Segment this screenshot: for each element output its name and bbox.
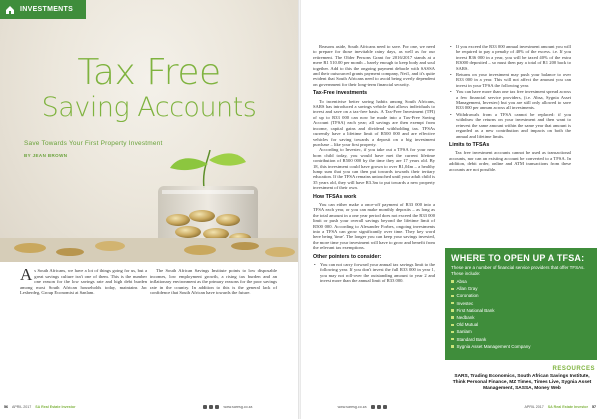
- social-icons: [203, 405, 219, 409]
- social-icons: [371, 405, 387, 409]
- right-footer-magazine: SA Real Estate Investor: [547, 405, 588, 409]
- tax-free-paragraph-1: To incentivise better saving habits among South Africans, SARS has introduced a savings vehicle that allows individuals to invest and save on a tax-free basis. A Tax-Free Investment (TFI) of up to R33 000 can now be made into a Tax-Free Saving Account (TFSA) each year; all savings are then exempt from income, capital gains and dividend withholding tax. TFSAs currently have a lifetime limit of R500 000 and are effective vehicles for saving towards a deposit on a big investment purchase – like your first property.: [313, 98, 435, 147]
- list-item: • Returns on your investment may push your balance to over R33 000 in a year. This will not affect the amount you can invest in your TFSA the following year.: [456, 72, 571, 88]
- left-page-number: 56: [4, 405, 8, 409]
- heading-tax-free: Tax-Free investments: [313, 90, 368, 97]
- right-column-2: [449, 44, 571, 172]
- section-label: INVESTMENTS: [20, 6, 74, 13]
- linkedin-icon: [383, 405, 387, 409]
- right-column-1: [313, 44, 435, 285]
- limits-paragraph: Tax free investment accounts cannot be used as transactional accounts, nor can an existing account be converted to a TFSA. In addition, debit order, online and ATM transactions from these accounts are not possible.: [449, 150, 571, 172]
- left-col1-text: s South Africans, we have a lot of things going for us, but a great savings culture isn't one of them. This is the number one reason for the low savings rate and high debt burden among most South African households today, maintains Jac Lesberdeg, Group Economist at Sanlam.: [20, 268, 147, 296]
- hero-photo: [0, 0, 298, 262]
- box-intro: These are a number of financial service providers that offer TFSAs. These include:: [451, 265, 585, 276]
- facebook-icon: [377, 405, 381, 409]
- list-item: • You can not carry forward your annual tax savings limit to the following year. If you don't invest the full R33 000 in year 1, you may not roll-over the outstanding amount to year 2 and invest more than the annual limit of R33 000.: [320, 262, 435, 284]
- article-title-line-2: Saving Accounts: [41, 92, 257, 123]
- left-page: [0, 0, 298, 419]
- byline: BY JEAN BROWN: [24, 153, 68, 158]
- linkedin-icon: [215, 405, 219, 409]
- list-item: Sygnia Asset Management Company: [451, 343, 591, 350]
- list-item: Sanlam: [451, 328, 591, 335]
- left-body-column-2: [150, 268, 277, 296]
- box-title: WHERE TO OPEN UP A TFSA:: [451, 253, 585, 263]
- resources-heading: RESOURCES: [552, 366, 595, 372]
- resources-block: [449, 366, 595, 392]
- list-item: Old Mutual: [451, 321, 591, 328]
- twitter-icon: [203, 405, 207, 409]
- left-footer: [4, 405, 252, 409]
- left-footer-url[interactable]: www.saresg.co.za: [223, 405, 253, 409]
- list-item: • You can have more than one tax free investment spread across a few financial service providers, (i.e. Absa, Sygnia Asset Management, Investec) but you are still only allowed to save R33 000 per annum across all investments.: [456, 89, 571, 111]
- article-subtitle: Save Towards Your First Property Investment: [24, 140, 163, 147]
- list-item: Allan Gray: [451, 285, 591, 292]
- list-item: Nedbank: [451, 314, 591, 321]
- twitter-icon: [371, 405, 375, 409]
- list-item: First National Bank: [451, 307, 591, 314]
- where-to-open-box: [445, 248, 597, 360]
- article-title-line-1: Tax Free: [77, 52, 221, 93]
- pointers-list: [449, 44, 571, 139]
- right-page: [301, 0, 600, 419]
- section-badge: [0, 0, 86, 19]
- right-footer-date: APRIL 2017: [524, 405, 544, 409]
- provider-list: [451, 278, 591, 350]
- other-pointers-list: [313, 262, 435, 284]
- drop-cap: A: [20, 265, 33, 284]
- table-coins-icon: [0, 238, 298, 262]
- left-body-column-1: [20, 265, 147, 296]
- facebook-icon: [209, 405, 213, 409]
- right-footer-url[interactable]: www.saresg.co.za: [337, 405, 367, 409]
- house-icon: [4, 4, 16, 16]
- list-item: • Withdrawals from a TFSA cannot be replaced: if you withdraw the returns on your investment and then want to reinvest the same amount within the same year that amount is regarded as a new contribution and impacts on both the annual and lifetime limits.: [456, 112, 571, 139]
- left-footer-date: APRIL 2017: [12, 405, 32, 409]
- left-footer-magazine: SA Real Estate Investor: [35, 405, 76, 409]
- list-item: Investec: [451, 300, 591, 307]
- list-item: Absa: [451, 278, 591, 285]
- right-page-number: 57: [592, 405, 596, 409]
- tax-free-paragraph-2: According to Investec, if you take out a TFSA for your new born child today, you would have met the current lifetime contribution of R500 000 by the time they are 17 years old. By 18, this investment could have grown to over R1,04m – a healthy lump sum that you can then put towards towards their tertiary education. If the TFSA remains untouched until your adult child is 35 years old, they will have R3.3m to put towards a new property investment of their own.: [313, 147, 436, 191]
- list-item: Coronation: [451, 292, 591, 299]
- resources-text: SARS, Trading Economics, South African Savings Institute, Think Personal Finance, MZ Times, Times Live, Sygnia Asset Management, SASSA, Money Web: [452, 374, 592, 391]
- right-footer: [338, 405, 596, 409]
- list-item: • If you exceed the R33 000 annual investment amount you will be required to pay a penalty of 40% of the excess. i.e. If you invest R36 000 in a year, you will be taxed 40% of the extra R3000 deposited – so must then pay a total of R1 200 back to SARS.: [456, 44, 571, 71]
- intro-paragraph: Reasons aside, South Africans need to save. For one, we need to prepare for those inevitable rainy days, as well as for our retirement. The Older Persons Grant for 2016/2017 stands at a mere R1 510.00 per month – barely enough to keep body and soul together. Add to this the ongoing payment debacle with SASSA and their outsourced grants payment company, Net1, and it's quite evident that South Africans need to avoid being overly dependent on government for their long-term financial security.: [313, 44, 435, 87]
- left-col2-text: The South African Savings Institute points to low disposable incomes, low employment growth, a rising tax burden and an inflationary environment as the primary reasons for the poor savings rate in the country. In addition to this is the general lack of confidence that South African have towards the future.: [150, 268, 277, 296]
- heading-how-tfsas-work: How TFSAs work: [313, 193, 357, 200]
- list-item: Standard Bank: [451, 336, 591, 343]
- how-paragraph: You can either make a once-off payment of R33 000 into a TFSA each year, or you can make monthly deposits – as long as the total amount in a one year period does not exceed the R33 000 limit or push your overall savings beyond the lifetime limit of R500 000. According to Alexander Forbes, ongoing investments into a TFSA can grow significantly over time. They key word here being 'time'. The longer you can keep your savings invested, the more time your investment will have to grow and benefit from the relevant tax exemptions.: [313, 201, 435, 251]
- heading-limits: Limits to TFSAs: [449, 141, 490, 148]
- heading-other-pointers: Other pointers to consider:: [313, 253, 382, 260]
